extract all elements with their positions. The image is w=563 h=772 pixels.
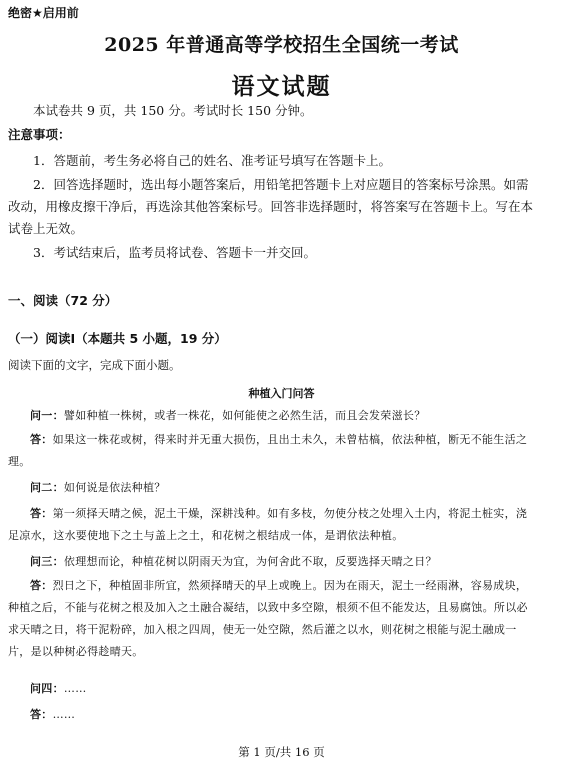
qa-answer-3 (8, 575, 538, 663)
notice-item-1: 1．答题前，考生务必将自己的姓名、准考证号填写在答题卡上。 (33, 153, 391, 168)
qa-tag: 问四： (30, 682, 64, 695)
notice-heading: 注意事项： (8, 127, 71, 142)
qa-text: 第一须择天晴之候，泥土干燥，深耕浅种。如有多枝，勿使分枝之处埋入土内，将泥土桩实，浇足凉水，这水要使地下之土与盖上之土，和花树之根结成一体，是谓依法种植。 (8, 507, 528, 542)
intro-text: 本试卷共 9 页，共 150 分。考试时长 150 分钟。 (33, 103, 313, 118)
section-title: 一、阅读（72 分） (8, 293, 118, 308)
qa-tag: 问二： (30, 481, 64, 494)
notice-item-2: 2．回答选择题时，选出每小题答案后，用铅笔把答题卡上对应题目的答案标号涂黑。如需改动，用橡皮擦干净后，再选涂其他答案标号。回答非选择题时，将答案写在答题卡上。写在本试卷上无效。 (8, 177, 534, 236)
qa-answer-1 (8, 429, 538, 473)
qa-tag: 问一： (30, 409, 64, 422)
qa-question-2 (8, 477, 538, 499)
qa-answer-2 (8, 503, 538, 547)
notice-item-3: 3．考试结束后，监考员将试卷、答题卡一并交回。 (33, 245, 316, 260)
qa-text: 如果这一株花或树，得来时并无重大损伤，且出土未久，未曾枯槁，依法种植，断无不能生活之理。 (8, 433, 528, 468)
page-number: 第 1 页/共 16 页 (238, 745, 325, 759)
qa-text: …… (52, 708, 76, 721)
qa-text: 譬如种植一株树，或者一株花，如何能使之必然生活，而且会发荣滋长？ (63, 409, 426, 422)
subsection-title: （一）阅读Ⅰ（本题共 5 小题，19 分） (8, 331, 227, 346)
reading-instruction: 阅读下面的文字，完成下面小题。 (8, 358, 181, 372)
exam-title: 2025 年普通高等学校招生全国统一考试 (104, 34, 459, 56)
qa-tag: 答： (30, 507, 53, 520)
qa-answer-4 (8, 704, 538, 726)
qa-tag: 问三： (30, 555, 64, 568)
qa-tag: 答： (30, 708, 53, 721)
qa-text: 如何说是依法种植？ (63, 481, 166, 494)
qa-text: …… (63, 682, 87, 695)
qa-question-1 (8, 405, 538, 427)
qa-tag: 答： (30, 579, 53, 592)
subject-title: 语文试题 (231, 74, 332, 100)
qa-tag: 答： (30, 433, 53, 446)
passage-title: 种植入门问答 (248, 387, 315, 400)
qa-question-3 (8, 551, 538, 573)
confidential-label: 绝密★启用前 (8, 6, 79, 20)
qa-question-4 (8, 678, 538, 700)
qa-text: 依理想而论，种植花树以阴雨天为宜，为何舍此不取，反要选择天晴之日？ (63, 555, 437, 568)
qa-text: 烈日之下，种植固非所宜，然须择晴天的早上或晚上。因为在雨天，泥土一经雨淋，容易成块，种植之后，不能与花树之根及加入之土融合凝结，以致中多空隙，根须不但不能发达，且易腐蚀。所以必求天晴之日，将干泥粉碎，加入根之四周，使无一处空隙，然后灌之以水，则花树之根能与泥土融成一片，是以种树必得趁晴天。 (8, 579, 528, 658)
